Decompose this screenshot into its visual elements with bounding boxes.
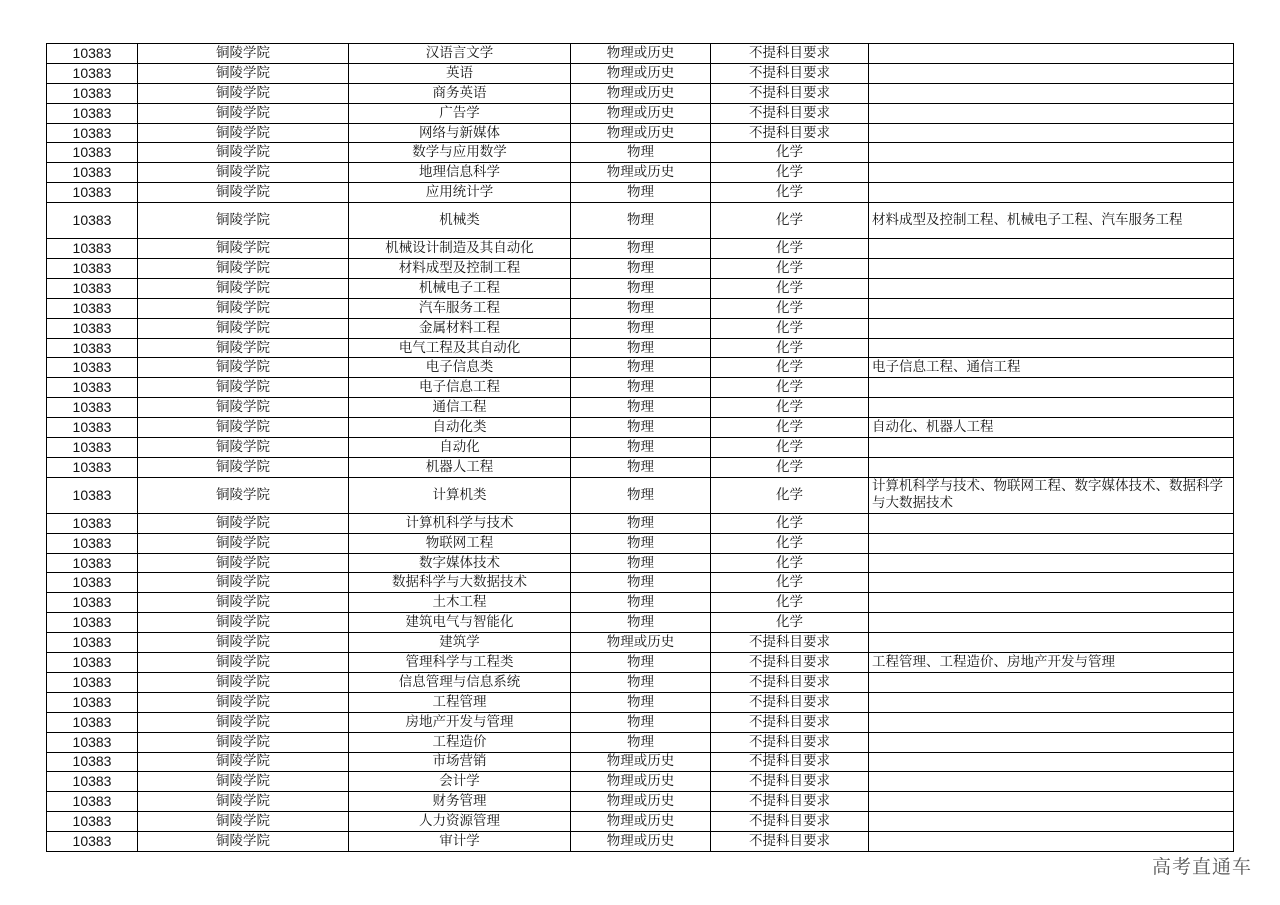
secondary-subject-cell: 化学 <box>711 613 869 633</box>
included-majors-cell <box>869 692 1234 712</box>
major-name-cell: 物联网工程 <box>349 533 571 553</box>
table-row <box>47 812 1234 832</box>
primary-subject-cell: 物理 <box>571 143 711 163</box>
school-name-cell: 铜陵学院 <box>138 278 349 298</box>
major-name-cell: 自动化类 <box>349 418 571 438</box>
included-majors-cell <box>869 398 1234 418</box>
primary-subject-cell: 物理 <box>571 298 711 318</box>
table-row <box>47 513 1234 533</box>
subject-requirements-table <box>46 43 1234 852</box>
table-row <box>47 83 1234 103</box>
school-code-cell: 10383 <box>47 378 138 398</box>
school-code-cell: 10383 <box>47 418 138 438</box>
included-majors-cell <box>869 318 1234 338</box>
secondary-subject-cell: 不提科目要求 <box>711 123 869 143</box>
table-row <box>47 203 1234 239</box>
table-row <box>47 712 1234 732</box>
primary-subject-cell: 物理 <box>571 692 711 712</box>
included-majors-cell <box>869 83 1234 103</box>
school-name-cell: 铜陵学院 <box>138 732 349 752</box>
secondary-subject-cell: 不提科目要求 <box>711 732 869 752</box>
primary-subject-cell: 物理 <box>571 338 711 358</box>
school-name-cell: 铜陵学院 <box>138 752 349 772</box>
school-name-cell: 铜陵学院 <box>138 633 349 653</box>
table-row <box>47 318 1234 338</box>
school-code-cell: 10383 <box>47 712 138 732</box>
school-name-cell: 铜陵学院 <box>138 378 349 398</box>
school-name-cell: 铜陵学院 <box>138 163 349 183</box>
included-majors-cell <box>869 732 1234 752</box>
secondary-subject-cell: 不提科目要求 <box>711 653 869 673</box>
school-name-cell: 铜陵学院 <box>138 438 349 458</box>
secondary-subject-cell: 化学 <box>711 398 869 418</box>
school-name-cell: 铜陵学院 <box>138 812 349 832</box>
primary-subject-cell: 物理 <box>571 438 711 458</box>
included-majors-cell: 材料成型及控制工程、机械电子工程、汽车服务工程 <box>869 203 1234 239</box>
table-row <box>47 457 1234 477</box>
included-majors-cell <box>869 593 1234 613</box>
included-majors-cell <box>869 44 1234 64</box>
table-row <box>47 338 1234 358</box>
primary-subject-cell: 物理 <box>571 732 711 752</box>
major-name-cell: 财务管理 <box>349 792 571 812</box>
primary-subject-cell: 物理或历史 <box>571 633 711 653</box>
secondary-subject-cell: 不提科目要求 <box>711 44 869 64</box>
school-code-cell: 10383 <box>47 513 138 533</box>
major-name-cell: 自动化 <box>349 438 571 458</box>
school-code-cell: 10383 <box>47 812 138 832</box>
school-code-cell: 10383 <box>47 438 138 458</box>
table-row <box>47 239 1234 259</box>
major-name-cell: 土木工程 <box>349 593 571 613</box>
primary-subject-cell: 物理 <box>571 513 711 533</box>
table-row <box>47 772 1234 792</box>
school-name-cell: 铜陵学院 <box>138 672 349 692</box>
school-name-cell: 铜陵学院 <box>138 259 349 279</box>
school-code-cell: 10383 <box>47 553 138 573</box>
table-row <box>47 732 1234 752</box>
table-row <box>47 573 1234 593</box>
secondary-subject-cell: 不提科目要求 <box>711 752 869 772</box>
major-name-cell: 电子信息类 <box>349 358 571 378</box>
school-code-cell: 10383 <box>47 123 138 143</box>
table-row <box>47 259 1234 279</box>
school-name-cell: 铜陵学院 <box>138 103 349 123</box>
secondary-subject-cell: 不提科目要求 <box>711 712 869 732</box>
primary-subject-cell: 物理或历史 <box>571 812 711 832</box>
table-row <box>47 477 1234 513</box>
school-code-cell: 10383 <box>47 653 138 673</box>
school-code-cell: 10383 <box>47 398 138 418</box>
major-name-cell: 汽车服务工程 <box>349 298 571 318</box>
secondary-subject-cell: 化学 <box>711 593 869 613</box>
school-name-cell: 铜陵学院 <box>138 553 349 573</box>
school-name-cell: 铜陵学院 <box>138 653 349 673</box>
primary-subject-cell: 物理 <box>571 553 711 573</box>
school-code-cell: 10383 <box>47 63 138 83</box>
major-name-cell: 机械类 <box>349 203 571 239</box>
included-majors-cell <box>869 812 1234 832</box>
included-majors-cell <box>869 239 1234 259</box>
secondary-subject-cell: 不提科目要求 <box>711 63 869 83</box>
table-row <box>47 103 1234 123</box>
primary-subject-cell: 物理或历史 <box>571 63 711 83</box>
primary-subject-cell: 物理或历史 <box>571 123 711 143</box>
included-majors-cell <box>869 672 1234 692</box>
major-name-cell: 建筑学 <box>349 633 571 653</box>
included-majors-cell: 工程管理、工程造价、房地产开发与管理 <box>869 653 1234 673</box>
major-name-cell: 信息管理与信息系统 <box>349 672 571 692</box>
major-name-cell: 应用统计学 <box>349 183 571 203</box>
major-name-cell: 工程造价 <box>349 732 571 752</box>
major-name-cell: 电子信息工程 <box>349 378 571 398</box>
school-name-cell: 铜陵学院 <box>138 44 349 64</box>
primary-subject-cell: 物理或历史 <box>571 163 711 183</box>
included-majors-cell <box>869 259 1234 279</box>
school-name-cell: 铜陵学院 <box>138 63 349 83</box>
primary-subject-cell: 物理 <box>571 457 711 477</box>
school-name-cell: 铜陵学院 <box>138 533 349 553</box>
school-code-cell: 10383 <box>47 573 138 593</box>
major-name-cell: 英语 <box>349 63 571 83</box>
major-name-cell: 计算机类 <box>349 477 571 513</box>
school-code-cell: 10383 <box>47 613 138 633</box>
primary-subject-cell: 物理 <box>571 477 711 513</box>
primary-subject-cell: 物理 <box>571 203 711 239</box>
table-row <box>47 613 1234 633</box>
major-name-cell: 会计学 <box>349 772 571 792</box>
major-name-cell: 审计学 <box>349 832 571 852</box>
secondary-subject-cell: 化学 <box>711 378 869 398</box>
table-row <box>47 752 1234 772</box>
school-name-cell: 铜陵学院 <box>138 123 349 143</box>
major-name-cell: 机械电子工程 <box>349 278 571 298</box>
major-name-cell: 管理科学与工程类 <box>349 653 571 673</box>
included-majors-cell <box>869 573 1234 593</box>
school-code-cell: 10383 <box>47 732 138 752</box>
major-name-cell: 网络与新媒体 <box>349 123 571 143</box>
major-name-cell: 金属材料工程 <box>349 318 571 338</box>
included-majors-cell <box>869 513 1234 533</box>
table-row <box>47 143 1234 163</box>
table-row <box>47 378 1234 398</box>
secondary-subject-cell: 不提科目要求 <box>711 772 869 792</box>
primary-subject-cell: 物理 <box>571 533 711 553</box>
school-name-cell: 铜陵学院 <box>138 203 349 239</box>
primary-subject-cell: 物理或历史 <box>571 772 711 792</box>
admission-requirements-sheet <box>46 43 1233 852</box>
table-row <box>47 183 1234 203</box>
school-code-cell: 10383 <box>47 239 138 259</box>
major-name-cell: 地理信息科学 <box>349 163 571 183</box>
school-name-cell: 铜陵学院 <box>138 183 349 203</box>
primary-subject-cell: 物理或历史 <box>571 103 711 123</box>
secondary-subject-cell: 化学 <box>711 358 869 378</box>
secondary-subject-cell: 化学 <box>711 533 869 553</box>
school-name-cell: 铜陵学院 <box>138 358 349 378</box>
school-code-cell: 10383 <box>47 103 138 123</box>
secondary-subject-cell: 不提科目要求 <box>711 832 869 852</box>
included-majors-cell <box>869 143 1234 163</box>
school-code-cell: 10383 <box>47 143 138 163</box>
major-name-cell: 工程管理 <box>349 692 571 712</box>
included-majors-cell <box>869 378 1234 398</box>
primary-subject-cell: 物理 <box>571 418 711 438</box>
major-name-cell: 房地产开发与管理 <box>349 712 571 732</box>
included-majors-cell <box>869 63 1234 83</box>
table-row <box>47 398 1234 418</box>
table-row <box>47 672 1234 692</box>
major-name-cell: 市场营销 <box>349 752 571 772</box>
included-majors-cell <box>869 298 1234 318</box>
school-code-cell: 10383 <box>47 203 138 239</box>
school-name-cell: 铜陵学院 <box>138 83 349 103</box>
primary-subject-cell: 物理 <box>571 613 711 633</box>
secondary-subject-cell: 化学 <box>711 457 869 477</box>
school-name-cell: 铜陵学院 <box>138 712 349 732</box>
school-name-cell: 铜陵学院 <box>138 457 349 477</box>
major-name-cell: 机械设计制造及其自动化 <box>349 239 571 259</box>
school-code-cell: 10383 <box>47 672 138 692</box>
secondary-subject-cell: 化学 <box>711 203 869 239</box>
secondary-subject-cell: 化学 <box>711 163 869 183</box>
school-name-cell: 铜陵学院 <box>138 573 349 593</box>
included-majors-cell: 计算机科学与技术、物联网工程、数字媒体技术、数据科学与大数据技术 <box>869 477 1234 513</box>
major-name-cell: 数字媒体技术 <box>349 553 571 573</box>
school-name-cell: 铜陵学院 <box>138 477 349 513</box>
primary-subject-cell: 物理 <box>571 593 711 613</box>
school-code-cell: 10383 <box>47 457 138 477</box>
secondary-subject-cell: 化学 <box>711 278 869 298</box>
included-majors-cell <box>869 553 1234 573</box>
school-name-cell: 铜陵学院 <box>138 298 349 318</box>
major-name-cell: 数据科学与大数据技术 <box>349 573 571 593</box>
secondary-subject-cell: 不提科目要求 <box>711 633 869 653</box>
primary-subject-cell: 物理 <box>571 653 711 673</box>
school-code-cell: 10383 <box>47 358 138 378</box>
primary-subject-cell: 物理或历史 <box>571 752 711 772</box>
secondary-subject-cell: 化学 <box>711 259 869 279</box>
major-name-cell: 汉语言文学 <box>349 44 571 64</box>
school-name-cell: 铜陵学院 <box>138 318 349 338</box>
school-name-cell: 铜陵学院 <box>138 143 349 163</box>
included-majors-cell <box>869 752 1234 772</box>
primary-subject-cell: 物理或历史 <box>571 83 711 103</box>
school-name-cell: 铜陵学院 <box>138 832 349 852</box>
included-majors-cell <box>869 457 1234 477</box>
school-name-cell: 铜陵学院 <box>138 613 349 633</box>
school-code-cell: 10383 <box>47 44 138 64</box>
school-code-cell: 10383 <box>47 633 138 653</box>
included-majors-cell <box>869 163 1234 183</box>
table-row <box>47 692 1234 712</box>
included-majors-cell <box>869 183 1234 203</box>
included-majors-cell <box>869 103 1234 123</box>
secondary-subject-cell: 不提科目要求 <box>711 103 869 123</box>
table-row <box>47 278 1234 298</box>
included-majors-cell <box>869 792 1234 812</box>
primary-subject-cell: 物理 <box>571 378 711 398</box>
table-row <box>47 653 1234 673</box>
secondary-subject-cell: 化学 <box>711 183 869 203</box>
primary-subject-cell: 物理 <box>571 239 711 259</box>
table-row <box>47 633 1234 653</box>
included-majors-cell: 电子信息工程、通信工程 <box>869 358 1234 378</box>
included-majors-cell <box>869 338 1234 358</box>
major-name-cell: 广告学 <box>349 103 571 123</box>
primary-subject-cell: 物理 <box>571 278 711 298</box>
major-name-cell: 机器人工程 <box>349 457 571 477</box>
table-row <box>47 438 1234 458</box>
primary-subject-cell: 物理 <box>571 712 711 732</box>
table-row <box>47 553 1234 573</box>
table-row <box>47 418 1234 438</box>
school-code-cell: 10383 <box>47 752 138 772</box>
major-name-cell: 材料成型及控制工程 <box>349 259 571 279</box>
major-name-cell: 建筑电气与智能化 <box>349 613 571 633</box>
school-code-cell: 10383 <box>47 772 138 792</box>
table-row <box>47 792 1234 812</box>
secondary-subject-cell: 化学 <box>711 318 869 338</box>
school-code-cell: 10383 <box>47 832 138 852</box>
table-row <box>47 123 1234 143</box>
secondary-subject-cell: 不提科目要求 <box>711 672 869 692</box>
included-majors-cell <box>869 832 1234 852</box>
primary-subject-cell: 物理 <box>571 672 711 692</box>
table-row <box>47 533 1234 553</box>
secondary-subject-cell: 不提科目要求 <box>711 812 869 832</box>
school-code-cell: 10383 <box>47 533 138 553</box>
secondary-subject-cell: 化学 <box>711 553 869 573</box>
secondary-subject-cell: 化学 <box>711 573 869 593</box>
table-row <box>47 832 1234 852</box>
included-majors-cell <box>869 438 1234 458</box>
school-name-cell: 铜陵学院 <box>138 338 349 358</box>
watermark-text: 高考直通车 <box>1151 856 1252 878</box>
school-name-cell: 铜陵学院 <box>138 418 349 438</box>
included-majors-cell <box>869 613 1234 633</box>
table-row <box>47 63 1234 83</box>
school-name-cell: 铜陵学院 <box>138 398 349 418</box>
secondary-subject-cell: 化学 <box>711 298 869 318</box>
secondary-subject-cell: 化学 <box>711 438 869 458</box>
secondary-subject-cell: 化学 <box>711 418 869 438</box>
school-code-cell: 10383 <box>47 338 138 358</box>
school-name-cell: 铜陵学院 <box>138 593 349 613</box>
major-name-cell: 计算机科学与技术 <box>349 513 571 533</box>
primary-subject-cell: 物理 <box>571 573 711 593</box>
primary-subject-cell: 物理 <box>571 318 711 338</box>
secondary-subject-cell: 不提科目要求 <box>711 792 869 812</box>
major-name-cell: 电气工程及其自动化 <box>349 338 571 358</box>
table-row <box>47 44 1234 64</box>
included-majors-cell <box>869 772 1234 792</box>
table-body <box>47 44 1234 852</box>
secondary-subject-cell: 不提科目要求 <box>711 692 869 712</box>
school-code-cell: 10383 <box>47 259 138 279</box>
school-code-cell: 10383 <box>47 318 138 338</box>
table-row <box>47 593 1234 613</box>
primary-subject-cell: 物理或历史 <box>571 44 711 64</box>
school-name-cell: 铜陵学院 <box>138 239 349 259</box>
included-majors-cell <box>869 633 1234 653</box>
major-name-cell: 通信工程 <box>349 398 571 418</box>
secondary-subject-cell: 化学 <box>711 338 869 358</box>
table-row <box>47 298 1234 318</box>
table-row <box>47 163 1234 183</box>
school-code-cell: 10383 <box>47 298 138 318</box>
school-name-cell: 铜陵学院 <box>138 692 349 712</box>
included-majors-cell <box>869 712 1234 732</box>
primary-subject-cell: 物理或历史 <box>571 792 711 812</box>
school-code-cell: 10383 <box>47 83 138 103</box>
school-code-cell: 10383 <box>47 692 138 712</box>
secondary-subject-cell: 化学 <box>711 477 869 513</box>
included-majors-cell <box>869 533 1234 553</box>
major-name-cell: 数学与应用数学 <box>349 143 571 163</box>
major-name-cell: 商务英语 <box>349 83 571 103</box>
school-code-cell: 10383 <box>47 477 138 513</box>
school-code-cell: 10383 <box>47 593 138 613</box>
secondary-subject-cell: 化学 <box>711 239 869 259</box>
school-code-cell: 10383 <box>47 792 138 812</box>
secondary-subject-cell: 化学 <box>711 143 869 163</box>
primary-subject-cell: 物理 <box>571 358 711 378</box>
primary-subject-cell: 物理 <box>571 398 711 418</box>
major-name-cell: 人力资源管理 <box>349 812 571 832</box>
school-name-cell: 铜陵学院 <box>138 792 349 812</box>
school-code-cell: 10383 <box>47 278 138 298</box>
table-row <box>47 358 1234 378</box>
included-majors-cell <box>869 278 1234 298</box>
secondary-subject-cell: 不提科目要求 <box>711 83 869 103</box>
primary-subject-cell: 物理或历史 <box>571 832 711 852</box>
primary-subject-cell: 物理 <box>571 183 711 203</box>
school-name-cell: 铜陵学院 <box>138 513 349 533</box>
included-majors-cell <box>869 123 1234 143</box>
primary-subject-cell: 物理 <box>571 259 711 279</box>
included-majors-cell: 自动化、机器人工程 <box>869 418 1234 438</box>
secondary-subject-cell: 化学 <box>711 513 869 533</box>
school-name-cell: 铜陵学院 <box>138 772 349 792</box>
school-code-cell: 10383 <box>47 163 138 183</box>
school-code-cell: 10383 <box>47 183 138 203</box>
